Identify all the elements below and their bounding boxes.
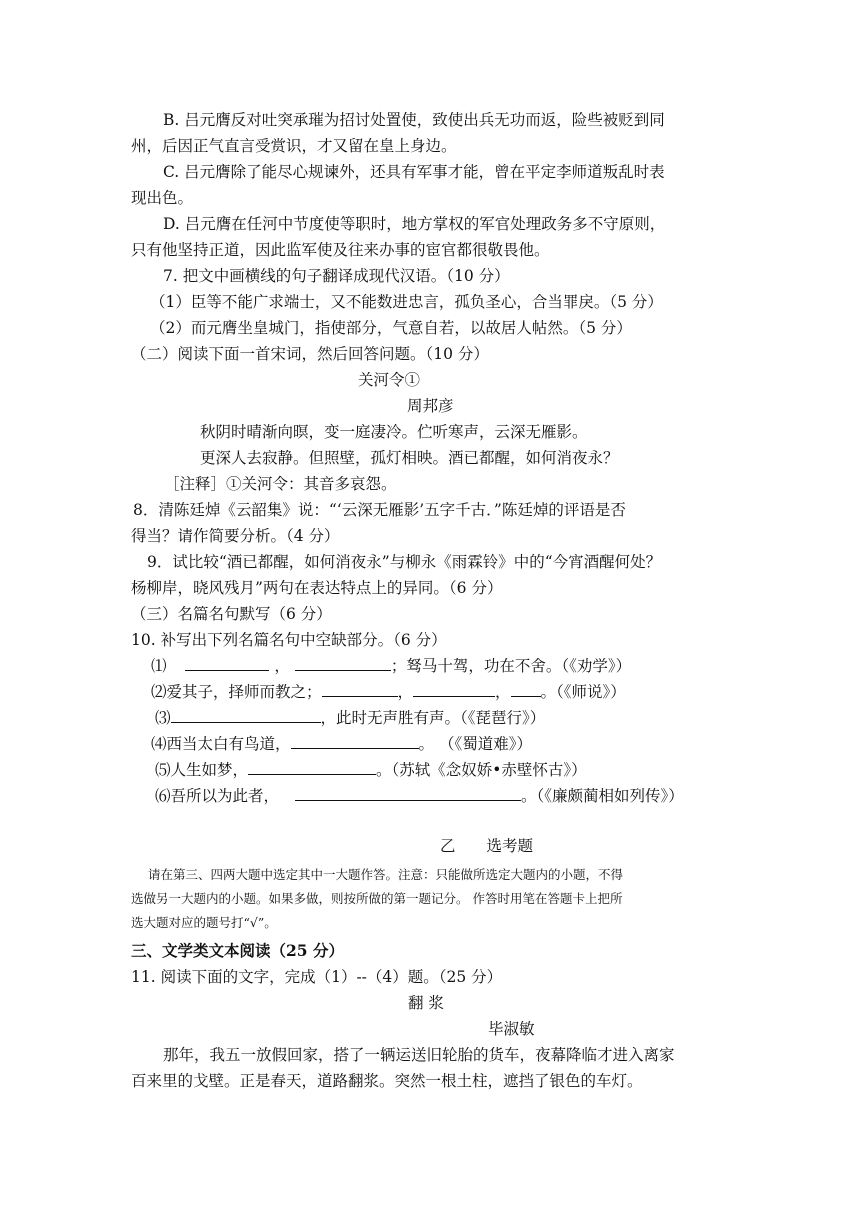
blank-4[interactable] (291, 734, 419, 749)
option-b-line1: B. 吕元膺反对吐突承璀为招讨处置使，致使出兵无功而返，险些被贬到同 (163, 111, 665, 129)
elective-heading: 乙 选考题 (440, 837, 534, 855)
recitation-row-2 (151, 682, 626, 702)
poem-line2: 更深人去寂静。但照壁，孤灯相映。酒已都醒，如何消夜永？ (200, 449, 619, 467)
blank-3[interactable] (171, 708, 321, 723)
blank-1a[interactable] (185, 656, 269, 671)
blank-6[interactable] (295, 786, 521, 801)
blank-1b[interactable] (295, 656, 391, 671)
recitation-row-4 (151, 734, 532, 754)
question-7-item1: （1）臣等不能广求端士，又不能数进忠言，孤负圣心，合当罪戾。（5 分） (150, 293, 663, 311)
poem-note: ［注释］①关河令：其音多哀怨。 (164, 475, 397, 493)
row2-prefix: ⑵爱其子，择师而教之； (151, 683, 322, 701)
row1-rest: ；驽马十驾，功在不舍。（《劝学》） (390, 657, 632, 675)
poem-author: 周邦彦 (407, 397, 454, 415)
part3-heading: 三、文学类文本阅读（25 分） (131, 941, 344, 960)
blank-5[interactable] (248, 760, 376, 775)
option-c-line1: C. 吕元膺除了能尽心规谏外，还具有军事才能，曾在平定李师道叛乱时表 (163, 163, 665, 181)
row2-comma1: ， (397, 683, 414, 701)
row2-comma2: ， (495, 683, 511, 701)
row4-rest: 。 （《蜀道难》） (418, 735, 532, 753)
blank-2c[interactable] (511, 682, 541, 697)
blank-2b[interactable] (413, 682, 495, 697)
row2-rest: 。（《师说》） (540, 683, 626, 701)
question-7-item2: （2）而元膺坐皇城门，指使部分，气意自若，以故居人帖然。（5 分） (150, 319, 632, 337)
blank-2a[interactable] (322, 682, 398, 697)
option-d-line2: 只有他坚持正道，因此监军使及往来办事的宦官都很敬畏他。 (131, 241, 550, 259)
row6-rest: 。（《廉颇蔺相如列传》） (521, 787, 684, 805)
row1-number: ⑴ (151, 657, 167, 675)
row3-rest: ，此时无声胜有声。（《琵琶行》） (320, 709, 546, 727)
elective-instruction-line2: 选做另一大题内的小题。如果多做，则按所做的第一题记分。 作答时用笔在答题卡上把所 (131, 891, 623, 906)
option-c-line2: 现出色。 (131, 189, 194, 207)
question-9-line2: 杨柳岸，晓风残月”两句在表达特点上的异同。（6 分） (131, 579, 503, 597)
row5-rest: 。（苏轼《念奴娇•赤壁怀古》） (376, 761, 587, 779)
row1-comma: ， (274, 657, 290, 675)
recitation-row-6 (155, 786, 684, 806)
article-author: 毕淑敏 (488, 1020, 535, 1038)
question-8-line2: 得当？请作简要分析。（4 分） (131, 527, 340, 545)
article-title: 翻 浆 (408, 994, 444, 1012)
row4-prefix: ⑷西当太白有鸟道， (151, 735, 291, 753)
poem-line1: 秋阴时晴渐向暝，变一庭凄冷。伫听寒声，云深无雁影。 (200, 423, 588, 441)
question-11-stem: 11. 阅读下面的文字，完成（1）--（4）题。（25 分） (131, 968, 503, 986)
elective-instruction-line3: 选大题对应的题号打“√”。 (131, 915, 277, 930)
recitation-row-3 (155, 708, 545, 728)
article-para-line2: 百来里的戈壁。正是春天，道路翻浆。突然一根土柱，遮挡了银色的车灯。 (131, 1072, 643, 1090)
recitation-row-5 (155, 760, 587, 780)
poem-title: 关河令① (358, 371, 421, 389)
option-b-line2: 州，后因正气直言受赏识，才又留在皇上身边。 (131, 137, 457, 155)
question-8-line1: 8．清陈廷焯《云韶集》说：“‘云深无雁影’五字千古．”陈廷焯的评语是否 (133, 501, 626, 519)
section3-heading: （三）名篇名句默写（6 分） (131, 605, 332, 623)
question-9-line1: 9．试比较“酒已都醒，如何消夜永”与柳永《雨霖铃》中的“今宵酒醒何处？ (147, 553, 662, 571)
row5-prefix: ⑸人生如梦， (155, 761, 249, 779)
option-d-line1: D. 吕元膺在任河中节度使等职时，地方掌权的军官处理政务多不守原则， (163, 215, 666, 233)
row3-number: ⑶ (155, 709, 171, 727)
elective-instruction-line1: 请在第三、四两大题中选定其中一大题作答。注意：只能做所选定大题内的小题，不得 (148, 867, 624, 882)
row6-prefix: ⑹吾所以为此者， (155, 787, 280, 805)
question-7-stem: 7. 把文中画横线的句子翻译成现代汉语。（10 分） (163, 267, 510, 285)
article-para-line1: 那年，我五一放假回家，搭了一辆运送旧轮胎的货车，夜幕降临才进入离家 (163, 1046, 675, 1064)
question-10-stem: 10. 补写出下列名篇名句中空缺部分。（6 分） (131, 631, 447, 649)
recitation-row-1 (151, 656, 631, 676)
section2-heading: （二）阅读下面一首宋词，然后回答问题。（10 分） (131, 345, 489, 363)
